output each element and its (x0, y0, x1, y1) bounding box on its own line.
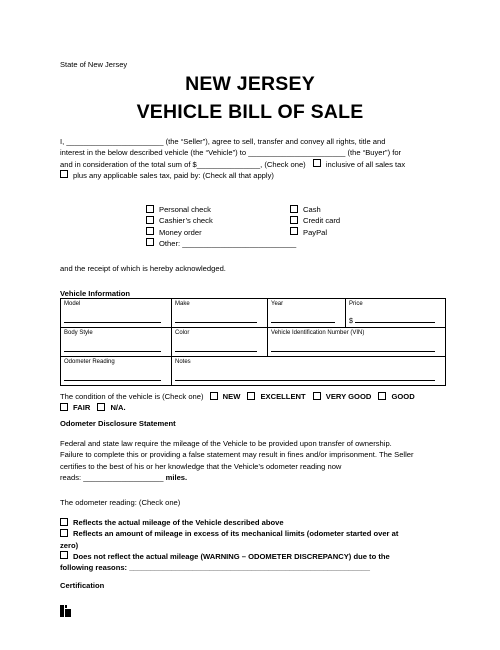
option-label: Reflects an amount of mileage in excess of its mechanical limits (odometer started over at (73, 529, 399, 539)
condition-label: GOOD (391, 392, 415, 401)
vin-field-line (271, 351, 435, 352)
condition-label: N/A. (110, 403, 126, 413)
other-checkbox[interactable] (146, 238, 154, 246)
intro-line-3 (60, 159, 445, 170)
inclusive-tax-label: inclusive of all sales tax (325, 159, 406, 169)
notes-field-line (175, 380, 435, 381)
condition-very-good-checkbox[interactable] (313, 392, 321, 400)
year-field-line (271, 322, 335, 323)
payment-label: PayPal (303, 227, 328, 237)
condition-label: EXCELLENT (260, 392, 306, 401)
model-cell[interactable] (61, 299, 172, 328)
payment-label: Cashier’s check (159, 216, 213, 226)
notes-label: Notes (175, 359, 191, 365)
vehicle-info-table (60, 298, 446, 386)
color-label: Color (175, 330, 190, 336)
vin-label: Vehicle Identification Number (VIN) (271, 330, 365, 336)
actual-mileage-checkbox[interactable] (60, 518, 68, 526)
condition-fair-checkbox[interactable] (60, 403, 68, 411)
payment-methods-right (290, 204, 340, 238)
model-label: Model (64, 301, 81, 307)
odometer-option (60, 517, 455, 528)
payment-option (146, 238, 296, 249)
condition-na-checkbox[interactable] (97, 403, 105, 411)
cashiers-check-checkbox[interactable] (146, 216, 154, 224)
plus-tax-checkbox[interactable] (60, 170, 68, 178)
model-field-line (64, 322, 161, 323)
miles-label: miles. (165, 472, 188, 482)
disclosure-line: Failure to complete this or providing a false statement may result in fines and/or imprisonment. The Seller (60, 450, 414, 460)
payment-label: Cash (303, 205, 321, 214)
disclosure-line: Federal and state law require the mileage of the Vehicle to be provided upon transfer of ownership. (60, 439, 392, 448)
body-style-cell[interactable] (61, 328, 172, 357)
payment-label: Personal check (159, 205, 211, 214)
color-field-line (175, 351, 257, 352)
odometer-field-line (64, 380, 161, 381)
condition-label: NEW (222, 392, 241, 401)
odometer-cell[interactable] (61, 357, 172, 386)
vehicle-info-heading: Vehicle Information (60, 289, 131, 298)
receipt-text: and the receipt of which is hereby acknowledged. (60, 264, 226, 273)
intro-line-4 (60, 170, 445, 181)
odometer-option-cont: following reasons: _________________________________________________________ (60, 563, 370, 573)
plus-tax-label: plus any applicable sales tax, paid by: (Check all that apply) (73, 170, 274, 180)
vin-cell[interactable] (268, 328, 446, 357)
payment-option (290, 204, 340, 215)
price-cell[interactable] (346, 299, 446, 328)
not-actual-mileage-checkbox[interactable] (60, 551, 68, 559)
payment-label: Money order (159, 227, 202, 237)
condition-new-checkbox[interactable] (210, 392, 218, 400)
price-field-line (355, 322, 435, 323)
odometer-options (60, 517, 455, 573)
body-style-label: Body Style (64, 330, 93, 336)
color-cell[interactable] (172, 328, 268, 357)
money-order-checkbox[interactable] (146, 227, 154, 235)
odometer-option (60, 528, 455, 539)
body-style-field-line (64, 351, 161, 352)
disclosure-line (60, 472, 445, 483)
payment-option (290, 215, 340, 226)
paypal-checkbox[interactable] (290, 227, 298, 235)
payment-option (146, 227, 296, 238)
intro-line-2: interest in the below described vehicle (the “Vehicle”) to _______________________ (the “Buyer”) for (60, 148, 402, 158)
disclosure-line: certifies to the best of his or her knowledge that the Vehicle’s odometer reading now (60, 461, 342, 471)
condition-excellent-checkbox[interactable] (247, 392, 255, 400)
brand-logo-icon (60, 605, 71, 617)
vehicle-row (61, 299, 446, 328)
year-cell[interactable] (268, 299, 346, 328)
odometer-disclosure-text (60, 438, 445, 483)
payment-label: Other: ___________________________ (159, 238, 297, 248)
certification-heading: Certification (60, 581, 105, 590)
option-label: Does not reflect the actual mileage (WARNING – ODOMETER DISCREPANCY) due to the (73, 551, 390, 561)
notes-cell[interactable] (172, 357, 446, 386)
vehicle-row (61, 357, 446, 386)
state-label: State of New Jersey (60, 60, 128, 69)
odometer-option-cont: zero) (60, 540, 79, 550)
condition-label: FAIR (73, 403, 91, 413)
intro-line-1: I, _______________________ (the “Seller”), agree to sell, transfer and convey all rights, title and (60, 137, 386, 146)
condition-good-checkbox[interactable] (378, 392, 386, 400)
odometer-reading-label: The odometer reading: (Check one) (60, 498, 181, 507)
condition-section (60, 391, 450, 414)
intro-paragraph (60, 136, 445, 181)
payment-option (146, 215, 296, 226)
vehicle-row (61, 328, 446, 357)
condition-label: VERY GOOD (325, 392, 372, 401)
year-label: Year (271, 301, 284, 307)
odometer-option (60, 551, 455, 562)
payment-option (290, 227, 340, 238)
make-field-line (175, 322, 257, 323)
credit-card-checkbox[interactable] (290, 216, 298, 224)
make-cell[interactable] (172, 299, 268, 328)
price-label: Price (349, 301, 363, 307)
price-dollar-sign: $ (349, 318, 353, 325)
inclusive-tax-checkbox[interactable] (313, 159, 321, 167)
payment-methods-left (146, 204, 296, 249)
reads-prefix: reads: ___________________ (60, 472, 164, 482)
option-label: Reflects the actual mileage of the Vehicle described above (73, 518, 284, 527)
payment-option (146, 204, 296, 215)
cash-checkbox[interactable] (290, 205, 298, 213)
odometer-disclosure-heading: Odometer Disclosure Statement (60, 419, 176, 428)
intro-line-3-text: and in consideration of the total sum of $_______________, (Check one) (60, 159, 306, 169)
make-label: Make (175, 301, 190, 307)
odometer-label: Odometer Reading (64, 359, 115, 365)
title-line-1: NEW JERSEY (185, 73, 315, 95)
condition-prefix: The condition of the vehicle is (Check one) (60, 392, 204, 401)
title-line-2: VEHICLE BILL OF SALE (136, 101, 364, 123)
payment-label: Credit card (303, 216, 341, 226)
excess-mileage-checkbox[interactable] (60, 529, 68, 537)
personal-check-checkbox[interactable] (146, 205, 154, 213)
